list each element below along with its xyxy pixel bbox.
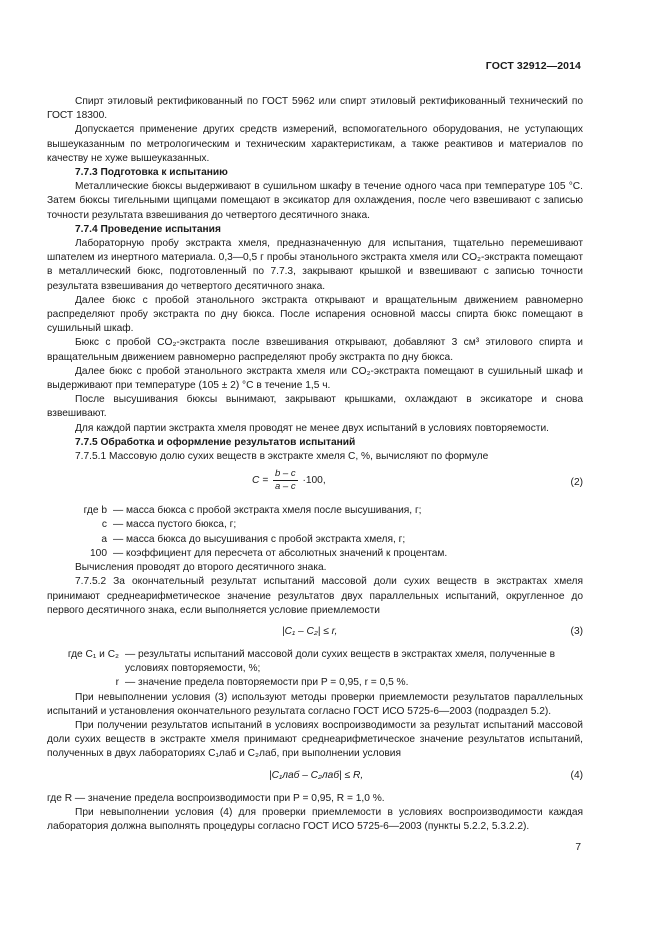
legend-key: где C₁ и C₂ [67,648,119,660]
document-id-header: ГОСТ 32912—2014 [485,60,581,72]
formula-expression: |C₁ – C₂| ≤ r, [282,625,338,637]
legend-key: r [115,677,119,689]
legend-key: a [101,533,107,545]
legend-row [47,648,583,676]
page-number: 7 [575,842,581,853]
fraction-denominator: a – c [274,481,296,493]
legend-key: где b [83,505,107,517]
formula-expression: |C₁лаб – C₂лаб| ≤ R, [269,769,364,781]
formula-rhs: ·100, [302,475,326,487]
formula-number: (2) [570,477,583,489]
paragraph: При невыполнении условия (3) используют методы проверки приемлемости результатов параллельных испытаний и установления окончательного результата согласно ГОСТ ИСО 5725-6—2003 (подраздел 5.2). [47,691,583,717]
legend-text: — масса пустого бюкса, г; [113,519,237,531]
paragraph: При получении результатов испытаний в условиях воспроизводимости за результат испытаний массовой доли сухих веществ в экстракте хмеля принимают среднеарифметическое значение результатов испытаний, полученных в двух лабораториях C₁лаб и C₂лаб, при выполнении условия [47,719,583,760]
legend-row [47,504,583,518]
document-body [47,95,583,834]
section-heading: 7.7.4 Проведение испытания [75,223,221,235]
paragraph: Для каждой партии экстракта хмеля проводят не менее двух испытаний в условиях повторяемости. [75,422,549,434]
legend-text: — значение предела повторяемости при P = 0,95, r = 0,5 %. [125,677,409,689]
formula-2-legend [47,504,583,561]
paragraph: Допускается применение других средств измерений, вспомогательного оборудования, не уступающих вышеуказанным по метрологическим и техническим характеристикам, а также реактивов и материалов по качеству не хуже вышеуказанных. [47,124,583,164]
formula-3-legend [47,648,583,691]
fraction-numerator: b – c [274,468,296,480]
formula-number: (4) [570,769,583,781]
legend-key: 100 [90,547,107,559]
legend-text: — результаты испытаний массовой доли сухих веществ в экстрактах хмеля, полученные в условиях повторяемости, %; [125,648,556,675]
paragraph: Вычисления проводят до второго десятичного знака. [75,562,327,574]
formula-4 [47,766,583,788]
paragraph: После высушивания бюксы вынимают, закрывают крышками, охлаждают в эксикаторе и снова взвешивают. [47,394,583,420]
paragraph: Металлические бюксы выдерживают в сушильном шкафу в течение одного часа при температуре 105 °С. Затем бюксы тигельными щипцами помещают в эксикатор для охлаждения, после чего взвешивают с записью точности результата взвешивания до четвертого десятичного знака. [47,181,583,221]
section-heading: 7.7.5 Обработка и оформление результатов испытаний [75,436,356,448]
paragraph: Лабораторную пробу экстракта хмеля, предназначенную для испытания, тщательно перемешивают шпателем из инертного материала. 0,3—0,5 г пробы этанольного экстракта хмеля или CO₂-экстракта помещают в металлический бюкс, подготовленный по 7.7.3, закрывают крышкой и взвешивают с записью точности результата взвешивания до четвертого десятичного знака. [47,238,583,292]
legend-text: — масса бюкса с пробой экстракта хмеля после высушивания, г; [113,505,422,517]
formula-2 [47,468,583,500]
section-heading: 7.7.3 Подготовка к испытанию [75,167,228,179]
formula-lhs: C = [252,475,269,487]
paragraph: 7.7.5.2 За окончательный результат испытаний массовой доли сухих веществ в экстрактах хмеля принимают среднеарифметическое значение результатов двух параллельных испытаний, округленное до первого десятичного знака, если выполняется условие приемлемости [47,576,583,616]
legend-row [47,518,583,532]
fraction [273,468,298,493]
paragraph: Далее бюкс с пробой этанольного экстракта открывают и вращательным движением равномерно распределяют пробу экстракта по дну бюкса. После испарения основной массы спирта бюкс помещают в сушильный шкаф. [47,294,583,335]
legend-key: c [101,519,107,531]
legend-text: — масса бюкса до высушивания с пробой экстракта хмеля, г; [113,533,406,545]
paragraph: При невыполнении условия (4) для проверки приемлемости в условиях воспроизводимости каждая лаборатория должна выполнять процедуры согласно ГОСТ ИСО 5725-6—2003 (пункты 5.2.2, 5.3.2.2). [47,806,583,832]
paragraph: Бюкс с пробой CO₂-экстракта после взвешивания открывают, добавляют 3 см³ этилового спирта и вращательным движением равномерно распределяют пробу экстракта по дну бюкса. [47,337,583,363]
paragraph: где R — значение предела воспроизводимости при P = 0,95, R = 1,0 %. [47,792,385,804]
legend-row [47,533,583,547]
formula-number: (3) [570,625,583,637]
paragraph: Спирт этиловый ректификованный по ГОСТ 5962 или спирт этиловый ректификованный технический по ГОСТ 18300. [47,96,583,122]
formula-3 [47,622,583,644]
paragraph: 7.7.5.1 Массовую долю сухих веществ в экстракте хмеля C, %, вычисляют по формуле [75,451,489,463]
formula-expression [252,468,326,493]
legend-row [47,676,583,690]
legend-text: — коэффициент для пересчета от абсолютных значений к процентам. [113,547,448,559]
paragraph: Далее бюкс с пробой этанольного экстракта хмеля или CO₂-экстракта помещают в сушильный шкаф и выдерживают при температуре (105 ± 2) °С в течение 1,5 ч. [47,365,583,392]
legend-row [47,547,583,561]
